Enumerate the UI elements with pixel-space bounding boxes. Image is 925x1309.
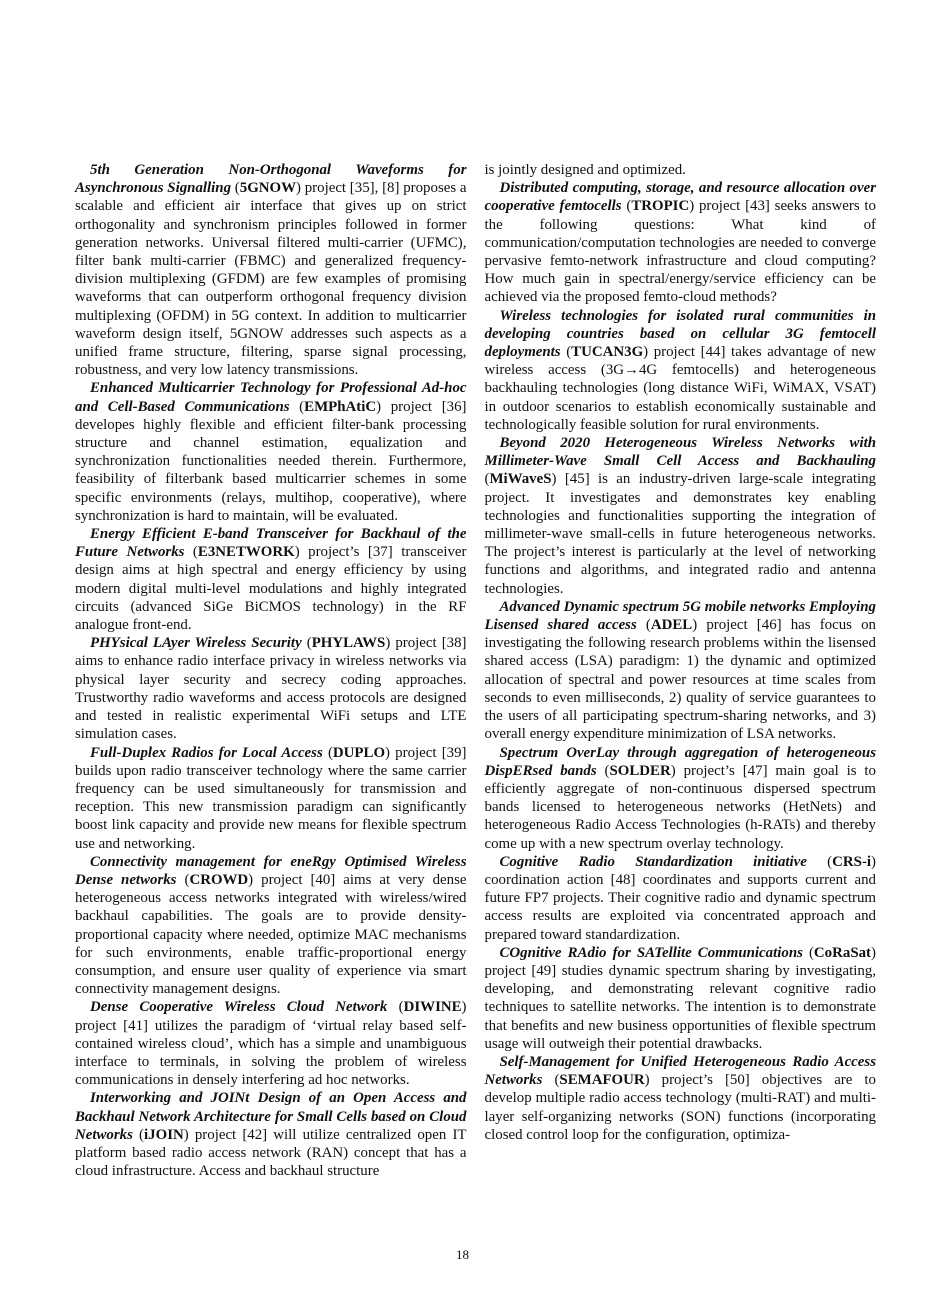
paragraph xyxy=(485,853,877,944)
project-acronym-run: 5GNOW xyxy=(239,180,297,197)
project-acronym-run: SEMAFOUR xyxy=(559,1072,645,1089)
project-acronym-run: ADEL xyxy=(650,617,693,634)
body-text-run: ) project [44] takes advantage of new wireless access (3G→4G femtocells) and heterogeneous backhauling technologies (long distance WiFi, WiMAX, VSAT) in outdoor scenarios to establish economically sustainable and technologically feasible solution for rural environments. xyxy=(484,344,877,433)
project-title-run: Interworking and JOINt Design of an Open Access and Backhaul Network Architecture for Small Cells based on Cloud Networks xyxy=(75,1090,467,1143)
body-text-run: ( xyxy=(184,544,198,561)
page-number: 18 xyxy=(456,1247,469,1262)
body-text-run: ) project [40] aims at very dense heterogeneous access networks integrated with wireless/wired backhaul capabilities. The goals are to provide density-proportional capacity where needed, optimize MAC mechanisms for such environments, enable traffic-proportional energy consumption, and ensure user quality of experience via smart connectivity management designs. xyxy=(75,871,467,998)
project-title-run: Wireless technologies for isolated rural communities in developing countries based on cellular 3G femtocell deployments xyxy=(484,307,876,361)
body-text-run: ) project [35], [8] proposes a scalable and efficient air interface that gives up on strict orthogonality and synchronism principles followed in former generation networks. Universal filtered multi-carrier (UFMC), filter bank multi-carrier (FBMC) and generalized frequency-division multiplexing (GFDM) are few examples of promising waveforms that can outperform orthogonal frequency division multiplexing (OFDM) in 5G context. In addition to multicarrier waveform design itself, 5GNOW addresses such aspects as a unified frame structure, filtering, sparse signal processing, robustness, and very low latency transmissions. xyxy=(75,180,467,379)
body-text-run: ) project [42] will utilize centralized open IT platform based radio access network (RAN) concept that has a cloud infrastructure. Access and backhaul structure xyxy=(75,1126,467,1180)
body-text-run: ( xyxy=(132,1126,145,1143)
project-acronym-run: E3NETWORK xyxy=(197,544,295,561)
body-text-run: ( xyxy=(289,398,305,415)
body-text-run: ) project [49] studies dynamic spectrum sharing by investigating, developing, and demonstrating relevant cognitive radio techniques to satellite networks. The intention is to demonstrate that benefits and new business opportunities of flexible spectrum usage will outweigh their potential drawbacks. xyxy=(484,944,876,1052)
paragraph xyxy=(485,944,877,1053)
body-text-run: ) project’s [50] objectives are to develop multiple radio access technology (multi-RAT) and multi-layer self-organizing networks (SON) functions (incorporating closed control loop for the configuration, optimiza- xyxy=(484,1072,876,1143)
paragraph xyxy=(75,1089,467,1180)
body-text-run: ) project [39] builds upon radio transceiver technology where the same carrier frequency can be used simultaneously for transmission and reception. This new transmission paradigm can significantly boost link capacity and provide new means for flexible spectrum use and networking. xyxy=(75,744,467,852)
project-title-run: Cognitive Radio Standardization initiative xyxy=(499,853,807,870)
paragraph xyxy=(485,307,877,434)
body-text-run: ) coordination action [48] coordinates and supports current and future FP7 projects. Their cognitive radio and dynamic spectrum access results are exploited via concentrated approach and prepared toward standardization. xyxy=(484,853,877,943)
body-text-run: ) project [41] utilizes the paradigm of ‘virtual relay based self-contained wireless cloud’, which has a simple and unambiguous interface to terminals, in solving the problem of wireless communications in densely interfering ad hoc networks. xyxy=(75,999,467,1089)
project-title-run: Enhanced Multicarrier Technology for Professional Ad-hoc and Cell-Based Communications xyxy=(75,380,467,415)
project-acronym-run: DUPLO xyxy=(332,744,386,761)
right-column xyxy=(485,161,877,1180)
body-text-run: ( xyxy=(387,999,404,1016)
project-title-run: Spectrum OverLay through aggregation of heterogeneous DispERsed bands xyxy=(484,744,876,779)
paragraph xyxy=(485,179,877,306)
body-text-run: ) project [36] developes highly flexible and efficient filter-bank processing structure and channel estimation, equalization and synchronization functionalities needed therein. Furthermore, feasibility of filterbank based multicarrier schemes in some specific environments (relays, multihop, cooperative), where synchronization is hard to maintain, will be evaluated. xyxy=(75,398,467,524)
two-column-text-area xyxy=(75,161,876,1180)
body-text-run: ( xyxy=(484,471,490,488)
body-text-run: ( xyxy=(802,944,814,961)
project-title-run: Dense Cooperative Wireless Cloud Network xyxy=(90,999,388,1016)
body-text-run: is jointly designed and optimized. xyxy=(484,162,686,178)
project-acronym-run: CoRaSat xyxy=(813,944,872,961)
body-text-run: ( xyxy=(301,635,312,652)
project-acronym-run: TUCAN3G xyxy=(571,344,644,361)
project-title-run: PHYsical LAyer Wireless Security xyxy=(90,635,302,652)
project-title-run: Connectivity management for eneRgy Optimised Wireless Dense networks xyxy=(75,853,467,888)
body-text-run: ( xyxy=(176,871,190,888)
project-acronym-run: PHYLAWS xyxy=(311,635,386,652)
project-acronym-run: DIWINE xyxy=(403,999,462,1016)
body-text-run: ( xyxy=(231,180,240,197)
project-title-run: 5th Generation Non-Orthogonal Waveforms for Asynchronous Signalling xyxy=(75,162,467,197)
body-text-run: ( xyxy=(542,1072,560,1089)
body-text-run: ) project [43] seeks answers to the following questions: What kind of communication/computation technologies are needed to converge pervasive femto-network infrastructure and cloud computing? How much gain in spectral/energy/service efficiency can be achieved via the proposed femto-cloud methods? xyxy=(484,198,876,306)
paragraph xyxy=(485,1053,877,1144)
body-text-run: ( xyxy=(596,762,610,779)
project-acronym-run: TROPIC xyxy=(631,198,690,215)
project-acronym-run: MiWaveS xyxy=(489,471,552,488)
project-acronym-run: SOLDER xyxy=(609,762,671,779)
body-text-run: ( xyxy=(621,198,632,215)
project-title-run: Energy Efficient E-band Transceiver for Backhaul of the Future Networks xyxy=(75,526,467,561)
paragraph xyxy=(485,161,877,179)
project-acronym-run: CRS-i xyxy=(832,853,872,870)
body-text-run: ( xyxy=(806,853,833,870)
paragraph xyxy=(75,998,467,1089)
body-text-run: ( xyxy=(636,617,651,634)
paragraph xyxy=(75,161,467,379)
paragraph xyxy=(75,634,467,743)
project-acronym-run: iJOIN xyxy=(144,1126,184,1143)
paragraph xyxy=(75,744,467,853)
project-title-run: COgnitive RAdio for SATellite Communications xyxy=(499,944,803,961)
paragraph xyxy=(485,598,877,744)
paragraph xyxy=(75,379,467,525)
paragraph xyxy=(485,434,877,598)
body-text-run: ) project [38] aims to enhance radio interface privacy in wireless networks via physical layer security and secrecy coding approaches. Trustworthy radio waveforms and access protocols are designed and tested in realistic experimental WiFi setups and LTE simulation cases. xyxy=(75,635,467,743)
body-text-run: ) project [46] has focus on investigating the following research problems within the lisensed shared access (LSA) paradigm: 1) the dynamic and optimized allocation of spectral and power resources at time scales from seconds to even milliseconds, 2) quality of service guarantees to the users of all participating spectrum-sharing networks, and 3) overall energy expenditure minimization of LSA networks. xyxy=(484,617,876,743)
paragraph xyxy=(75,525,467,634)
body-text-run: ) [45] is an industry-driven large-scale integrating project. It investigates and demonstrates key enabling technologies and functionalities supporting the integration of millimeter-wave small-cells in future heterogeneous networks. The project’s interest is particularly at the level of networking functions and algorithms, and integrated radio and antenna technologies. xyxy=(484,471,876,597)
left-column xyxy=(75,161,467,1180)
project-title-run: Beyond 2020 Heterogeneous Wireless Networks with Millimeter-Wave Small Cell Access and Backhauling xyxy=(484,435,876,470)
project-acronym-run: EMPhAtiC xyxy=(304,398,377,415)
body-text-run: ) project’s [47] main goal is to efficiently aggregate of non-continuous dispersed spectrum bands licensed to heterogeneous networks (HetNets) and heterogeneous Radio Access Technologies (h-RATs) and thereby come up with a new spectrum overlay technology. xyxy=(484,762,876,852)
project-title-run: Full-Duplex Radios for Local Access xyxy=(90,744,323,761)
body-text-run: ( xyxy=(322,744,333,761)
body-text-run: ( xyxy=(560,344,572,361)
project-title-run: Advanced Dynamic spectrum 5G mobile networks Employing Lisensed shared access xyxy=(484,598,876,634)
project-title-run: Distributed computing, storage, and resource allocation over cooperative femtocells xyxy=(484,180,876,215)
paragraph xyxy=(485,744,877,853)
project-title-run: Self-Management for Unified Heterogeneous Radio Access Networks xyxy=(484,1053,876,1089)
body-text-run: ) project’s [37] transceiver design aims at high spectral and energy efficiency by using modern digital multi-level modulations and highly integrated circuits (advanced SiGe BiCMOS technology) in the RF analogue front-end. xyxy=(75,544,467,634)
project-acronym-run: CROWD xyxy=(189,871,249,888)
paragraph xyxy=(75,853,467,999)
